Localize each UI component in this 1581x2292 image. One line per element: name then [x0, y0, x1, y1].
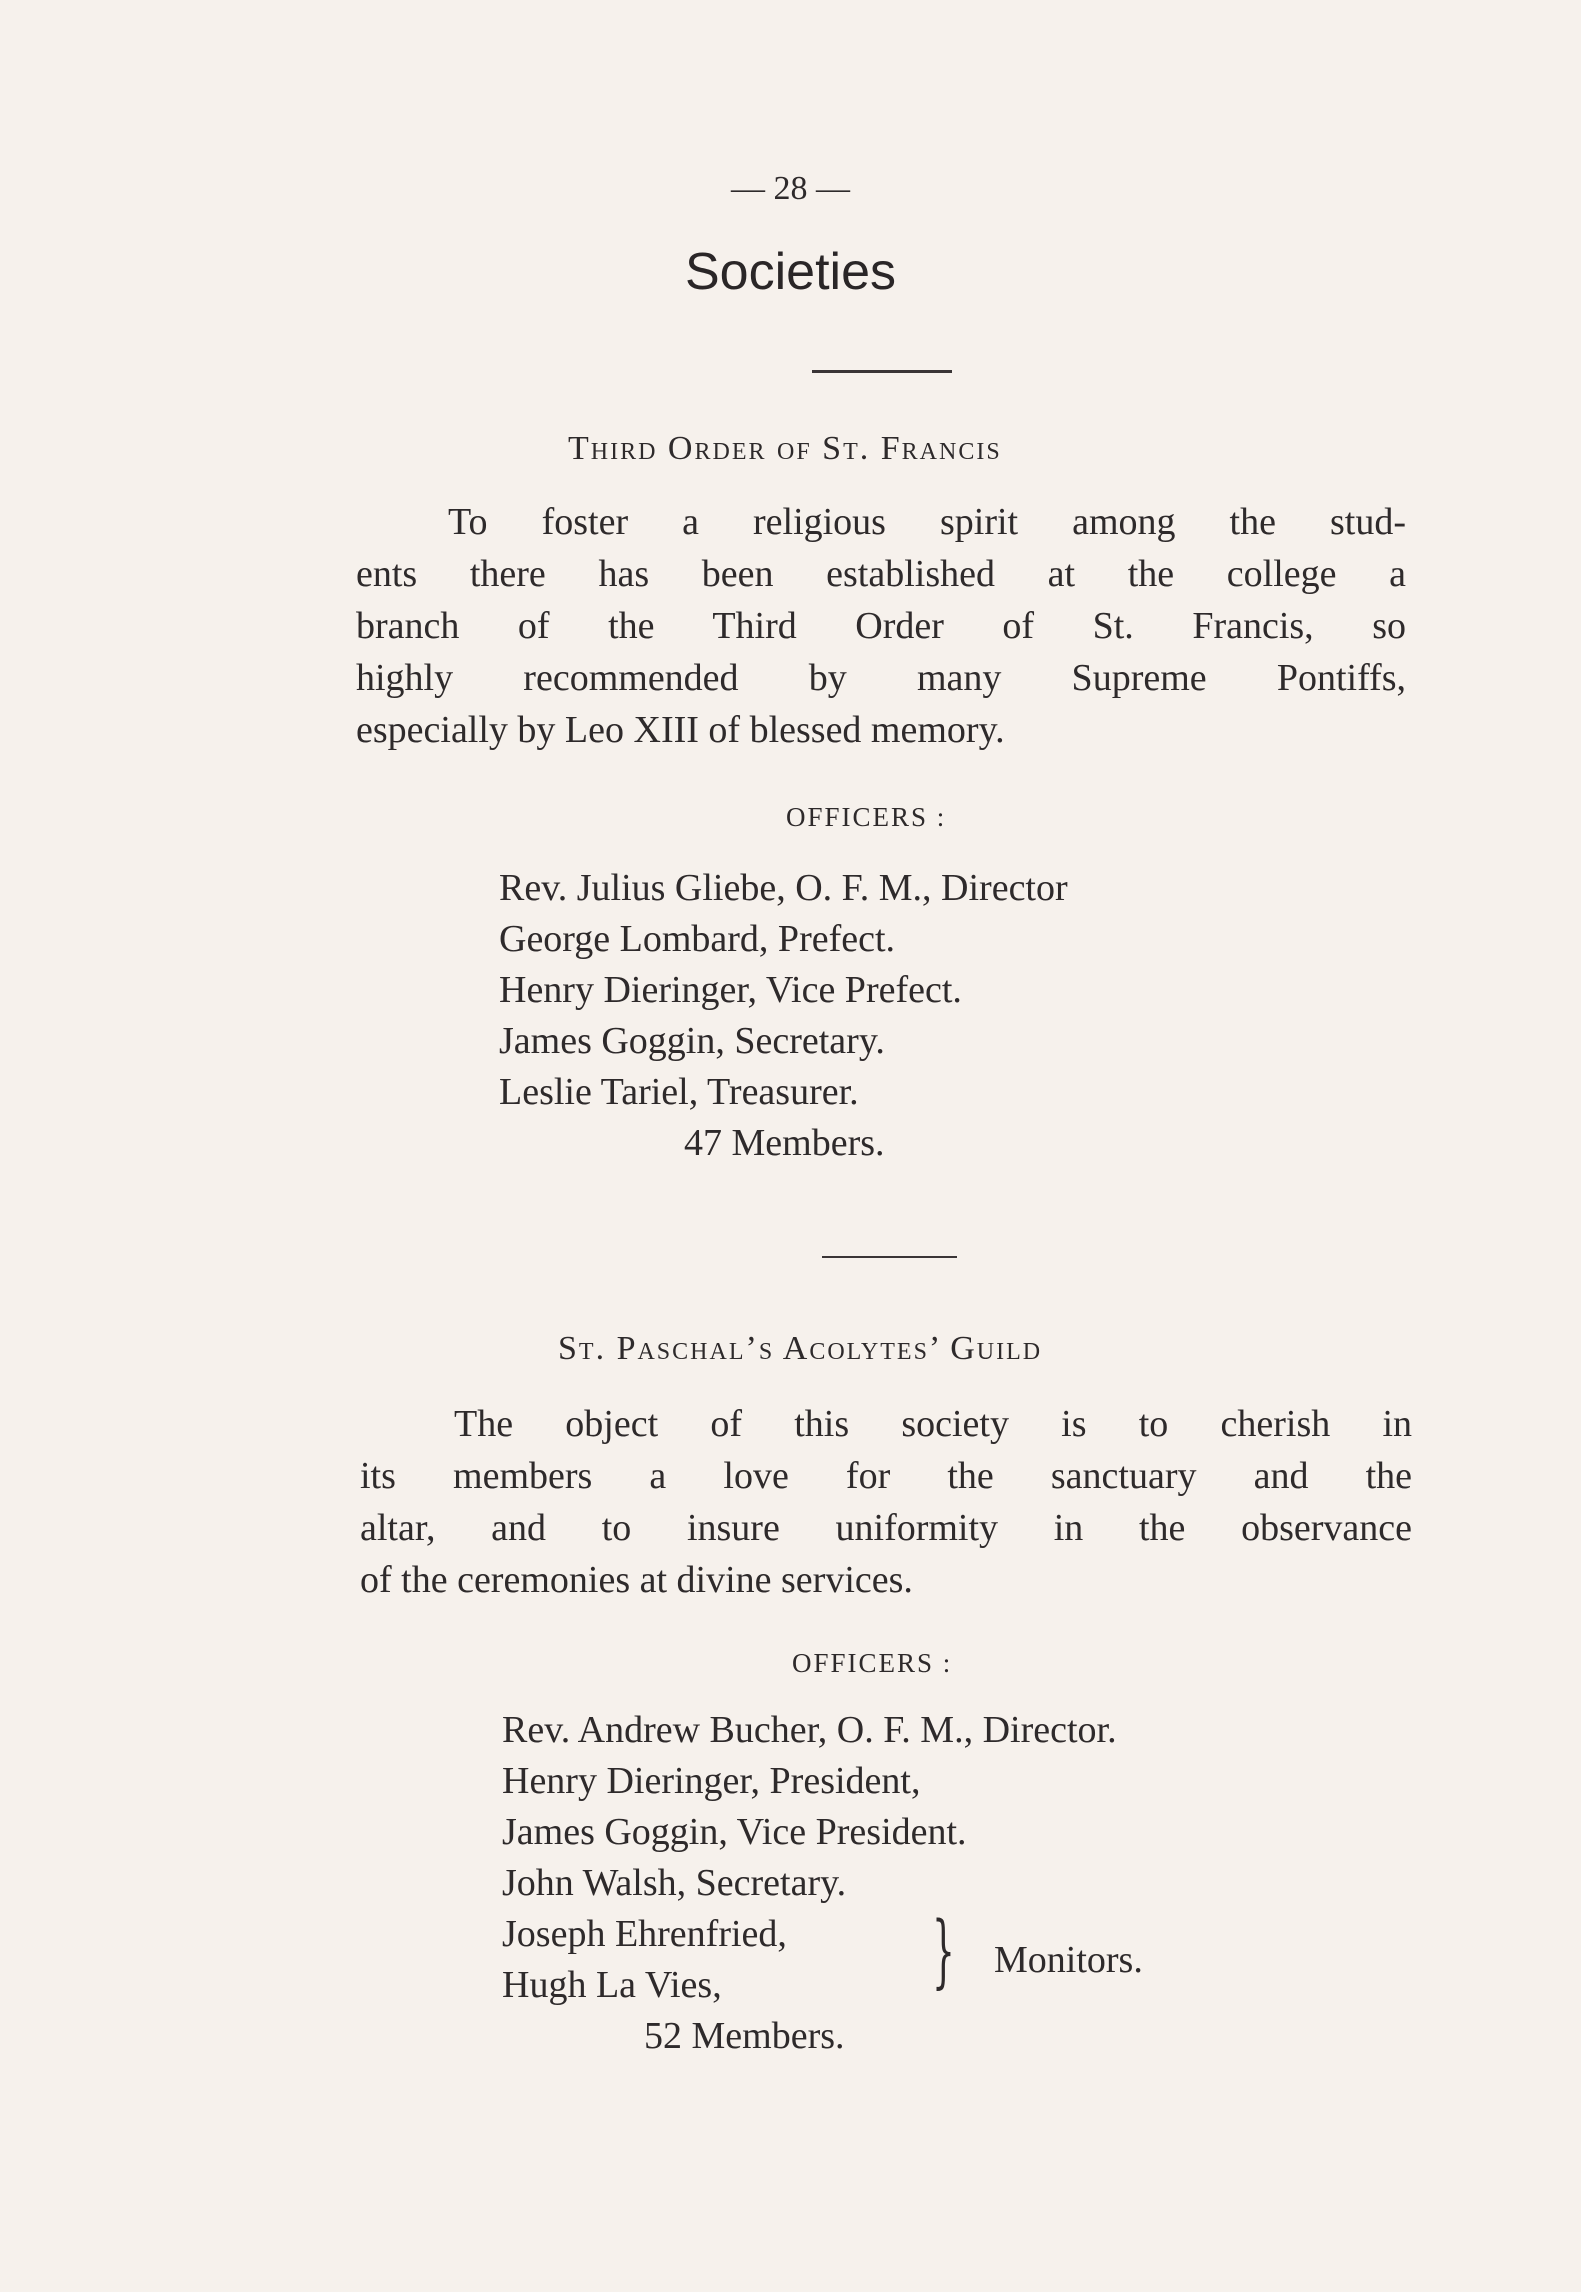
officers-label: OFFICERS : — [792, 1648, 953, 1678]
officer-entry: James Goggin, Secretary. — [499, 1020, 885, 1062]
page-number: — 28 — — [731, 170, 850, 207]
monitors-label: Monitors. — [994, 1939, 1143, 1981]
paragraph-line: highly recommended by many Supreme Pontiffs, — [356, 657, 1406, 699]
officer-entry: Rev. Julius Gliebe, O. F. M., Director — [499, 867, 1068, 909]
officers-label: OFFICERS : — [786, 802, 947, 832]
paragraph-line: The object of this society is to cherish in — [454, 1403, 1412, 1445]
paragraph-line: especially by Leo XIII of blessed memory. — [356, 709, 1005, 751]
paragraph-line: branch of the Third Order of St. Francis, so — [356, 605, 1406, 647]
paragraph-line: To foster a religious spirit among the stud- — [448, 501, 1406, 543]
section-heading-third-order: Third Order of St. Francis — [568, 430, 1002, 467]
paragraph-line: ents there has been established at the college a — [356, 553, 1406, 595]
officer-entry: Henry Dieringer, Vice Prefect. — [499, 969, 962, 1011]
section-paragraph-third-order — [356, 496, 1406, 756]
paragraph-line: its members a love for the sanctuary and the — [360, 1455, 1412, 1497]
member-count: 52 Members. — [644, 2015, 845, 2057]
title-divider — [812, 370, 952, 373]
officer-entry: Henry Dieringer, President, — [502, 1760, 921, 1802]
section-divider — [822, 1256, 957, 1258]
officer-entry: Rev. Andrew Bucher, O. F. M., Director. — [502, 1709, 1117, 1751]
curly-brace-icon: } — [931, 1904, 955, 1997]
officer-entry: Joseph Ehrenfried, — [502, 1913, 787, 1955]
page-title: Societies — [685, 243, 896, 301]
member-count: 47 Members. — [684, 1122, 885, 1164]
officer-entry: Leslie Tariel, Treasurer. — [499, 1071, 859, 1113]
officer-entry: George Lombard, Prefect. — [499, 918, 896, 960]
officer-entry: John Walsh, Secretary. — [502, 1862, 847, 1904]
officer-entry: James Goggin, Vice President. — [502, 1811, 967, 1853]
paragraph-line: altar, and to insure uniformity in the observance — [360, 1507, 1412, 1549]
section-heading-acolytes-guild: St. Paschal’s Acolytes’ Guild — [558, 1330, 1043, 1367]
officer-entry: Hugh La Vies, — [502, 1964, 722, 2006]
paragraph-line: of the ceremonies at divine services. — [360, 1559, 913, 1601]
section-paragraph-acolytes-guild — [360, 1398, 1412, 1606]
